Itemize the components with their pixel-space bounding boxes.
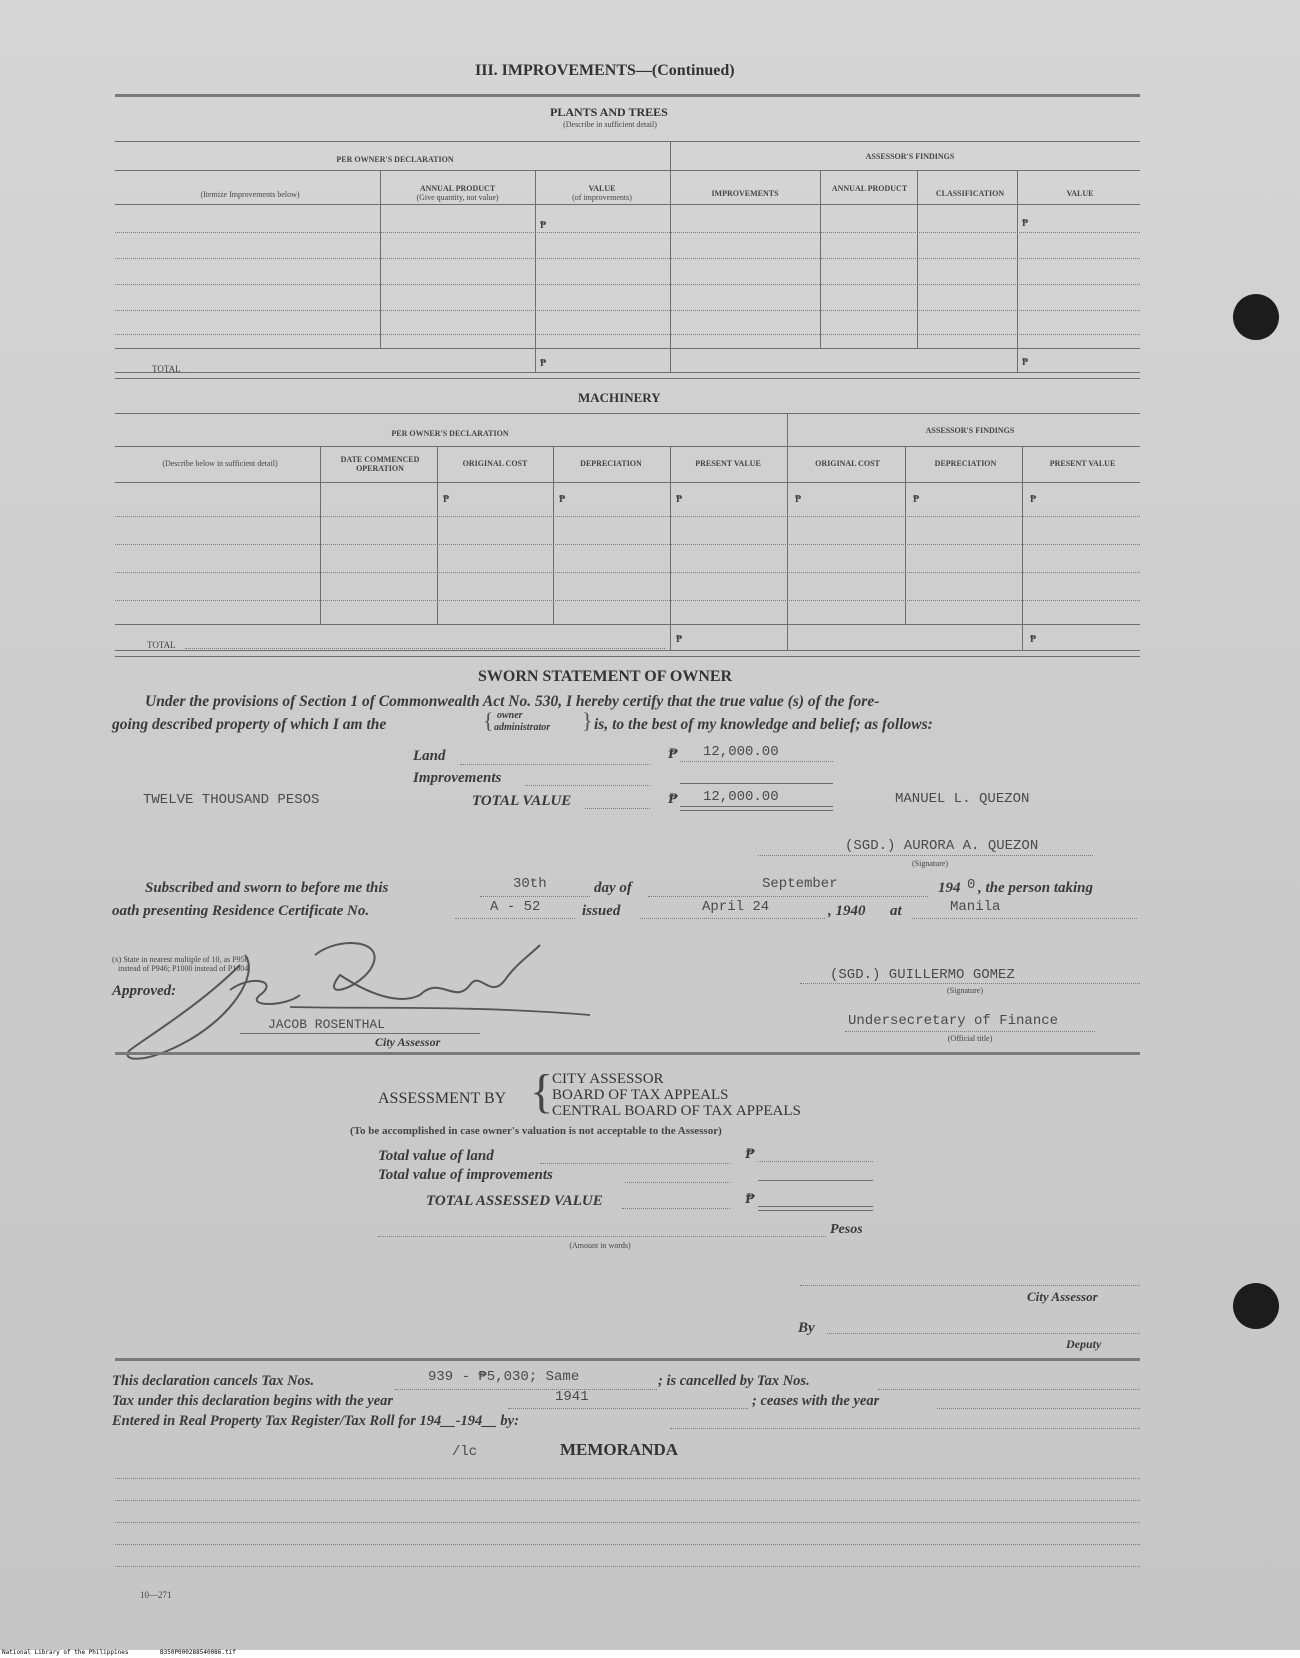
plants-col-a-value: VALUE [1066, 189, 1094, 198]
punch-hole-bottom [1233, 1283, 1279, 1329]
plants-col-value-sub: (of improvements) [572, 193, 632, 202]
sworn-line2b: is, to the best of my knowledge and belief; as follows: [594, 716, 933, 733]
form-number: 10—271 [140, 1590, 172, 1600]
deputy-label: Deputy [1066, 1337, 1102, 1351]
plants-col-a-annual: ANNUAL PRODUCT [831, 184, 908, 193]
total-assessed-leader [622, 1208, 730, 1209]
machinery-col-describe: (Describe below in sufficient detail) [162, 459, 278, 468]
plants-group-rule [115, 170, 1140, 171]
cancelled-by-label: ; is cancelled by Tax Nos. [658, 1373, 810, 1389]
assessment-option-central: CENTRAL BOARD OF TAX APPEALS [552, 1103, 801, 1119]
plants-col-divider [535, 170, 536, 372]
assessment-bottom-rule [115, 1358, 1140, 1361]
improvements-leader [525, 785, 650, 786]
total-assessed-label: TOTAL ASSESSED VALUE [426, 1193, 603, 1209]
plants-header-rule [115, 204, 1140, 205]
land-value-line [680, 761, 833, 762]
total-value-label: TOTAL VALUE [472, 793, 572, 809]
official-title: Undersecretary of Finance [848, 1013, 1059, 1029]
machinery-peso-sign: ₱ [1030, 494, 1037, 505]
plants-col-value: VALUE [588, 184, 616, 193]
plants-row [115, 334, 1140, 335]
memoranda-line [115, 1522, 1140, 1523]
memoranda-line [115, 1478, 1140, 1479]
assessed-improvements-label: Total value of improvements [378, 1167, 553, 1183]
machinery-col-divider [1022, 446, 1023, 650]
plants-total-label: TOTAL [152, 364, 181, 374]
total-value-line [680, 806, 833, 807]
machinery-col-a-dep: DEPRECIATION [934, 459, 997, 468]
total-value-leader [585, 808, 650, 809]
plants-bottom-rule [115, 378, 1140, 379]
plants-peso-sign: ₱ [540, 220, 547, 231]
approver-name: JACOB ROSENTHAL [268, 1017, 386, 1032]
total-assessed-peso: ₱ [745, 1191, 755, 1207]
plants-row [115, 310, 1140, 311]
owner-admin-brace-close: } [582, 708, 593, 733]
place-value: Manila [950, 899, 1001, 915]
plants-total-peso: ₱ [540, 358, 547, 369]
machinery-owner-group: PER OWNER'S DECLARATION [391, 429, 509, 438]
machinery-bottom-rule [115, 656, 1140, 657]
issued-label: issued [582, 903, 621, 919]
assessed-land-leader [540, 1163, 730, 1164]
ceases-line [937, 1408, 1140, 1409]
machinery-body-rule [115, 624, 1140, 625]
plants-col-annual: ANNUAL PRODUCT [419, 184, 496, 193]
machinery-col-a-orig: ORIGINAL COST [815, 459, 880, 468]
day-value: 30th [513, 876, 547, 892]
oath-label: oath presenting Residence Certificate No. [112, 903, 370, 919]
assessment-by-label: ASSESSMENT BY [378, 1090, 507, 1107]
day-line [480, 896, 590, 897]
approver-line [240, 1033, 480, 1034]
subscribed-label: Subscribed and sworn to before me this [145, 880, 389, 896]
land-label: Land [413, 748, 446, 764]
cancels-value: 939 - ₱5,030; Same [428, 1369, 580, 1385]
machinery-peso-sign: ₱ [913, 494, 920, 505]
amount-in-words: TWELVE THOUSAND PESOS [143, 792, 320, 808]
city-assessor-line [800, 1285, 1140, 1286]
machinery-peso-sign: ₱ [443, 494, 450, 505]
land-leader [460, 764, 650, 765]
memoranda-line [115, 1566, 1140, 1567]
machinery-col-divider [437, 446, 438, 624]
plants-row [115, 232, 1140, 233]
total-peso-sign: ₱ [668, 791, 678, 807]
initials: /lc [452, 1444, 478, 1460]
assessed-improvements-line [758, 1180, 873, 1181]
improvements-label: Improvements [413, 770, 502, 786]
plants-row [115, 284, 1140, 285]
memoranda-title: MEMORANDA [560, 1440, 679, 1459]
plants-col-annual-sub: (Give quantity, not value) [416, 193, 499, 202]
machinery-total-rule [115, 650, 1140, 651]
owner-signature-caption: (Signature) [912, 859, 948, 868]
machinery-col-date: DATE COMMENCED OPERATION [340, 455, 420, 473]
approved-label: Approved: [112, 983, 177, 999]
official-title-line [845, 1031, 1095, 1032]
city-assessor-label: City Assessor [1027, 1289, 1098, 1304]
improvements-value-line [680, 783, 833, 784]
plants-col-improvements: IMPROVEMENTS [711, 189, 779, 198]
plants-col-divider [1017, 170, 1018, 372]
plants-col-divider [820, 170, 821, 348]
entered-label: Entered in Real Property Tax Register/Tax Roll for 194__-194__ by: [112, 1413, 519, 1429]
owner-signature-line [758, 855, 1093, 856]
footnote-line1: (x) State in nearest multiple of 10, as P950 [112, 955, 249, 964]
machinery-row [115, 516, 1140, 517]
cert-no: A - 52 [490, 899, 541, 915]
sworn-bottom-rule [115, 1052, 1140, 1055]
heading-rule [115, 94, 1140, 97]
owner-signature: (SGD.) AURORA A. QUEZON [845, 838, 1039, 854]
official-signature: (SGD.) GUILLERMO GOMEZ [830, 967, 1015, 983]
entered-line [670, 1428, 1140, 1429]
plants-total-leader [190, 372, 530, 373]
machinery-total-label: TOTAL [147, 640, 176, 650]
plants-row [115, 258, 1140, 259]
plants-owner-group: PER OWNER'S DECLARATION [336, 155, 454, 164]
machinery-col-present: PRESENT VALUE [695, 459, 761, 468]
memoranda-line [115, 1500, 1140, 1501]
sworn-line2a: going described property of which I am the [112, 716, 387, 733]
amount-words-line [378, 1236, 826, 1237]
plants-col-items: (Itemize Improvements below) [200, 190, 300, 199]
machinery-col-divider [320, 446, 321, 624]
cancels-label: This declaration cancels Tax Nos. [112, 1373, 315, 1389]
machinery-col-orig: ORIGINAL COST [462, 459, 528, 468]
pesos-label: Pesos [830, 1222, 863, 1237]
cancels-line [395, 1389, 657, 1390]
machinery-col-divider [787, 413, 788, 650]
land-peso-sign: ₱ [668, 746, 678, 762]
cert-line [455, 918, 575, 919]
assessment-option-city: CITY ASSESSOR [552, 1071, 664, 1087]
total-assessed-line2 [758, 1210, 873, 1211]
deputy-line [827, 1333, 1140, 1334]
caption-library: National Library of the Philippines [2, 1649, 129, 1656]
official-signature-line [800, 983, 1140, 984]
plants-col-divider [917, 170, 918, 348]
place-line [912, 918, 1137, 919]
at-label: at [890, 903, 902, 919]
machinery-col-divider [905, 446, 906, 624]
plants-peso-sign: ₱ [1022, 218, 1029, 229]
assessed-land-line [758, 1161, 873, 1162]
plants-col-divider [380, 170, 381, 348]
machinery-col-divider [553, 446, 554, 624]
owner-name: MANUEL L. QUEZON [895, 791, 1030, 807]
machinery-col-a-present: PRESENT VALUE [1049, 459, 1116, 468]
year-value: 0 [967, 877, 976, 893]
plants-col-classification: CLASSIFICATION [935, 189, 1005, 198]
machinery-total-a-peso: ₱ [1030, 634, 1037, 645]
plants-body-rule [115, 348, 1140, 349]
machinery-row [115, 544, 1140, 545]
plants-total-a-peso: ₱ [1022, 357, 1029, 368]
approver-title: City Assessor [375, 1035, 441, 1049]
total-value: 12,000.00 [703, 789, 779, 805]
plants-col-divider [670, 141, 671, 372]
person-taking: , the person taking [978, 880, 1094, 896]
day-of-label: day of [594, 880, 632, 896]
machinery-col-dep: DEPRECIATION [580, 459, 642, 468]
plants-title: PLANTS AND TREES [550, 105, 668, 119]
assessed-improvements-leader [625, 1182, 730, 1183]
assessment-note: (To be accomplished in case owner's valuation is not acceptable to the Assessor) [350, 1125, 722, 1137]
total-value-line2 [680, 810, 833, 811]
official-title-caption: (Official title) [947, 1034, 993, 1043]
machinery-header-rule [115, 482, 1140, 483]
month-value: September [762, 876, 838, 892]
caption-strip [0, 1650, 1300, 1658]
machinery-assessor-group: ASSESSOR'S FINDINGS [925, 426, 1015, 435]
assessed-land-label: Total value of land [378, 1148, 494, 1164]
caption-file: B350P000288540086.tif [160, 1649, 236, 1656]
assessment-brace: { [530, 1065, 554, 1118]
machinery-row [115, 572, 1140, 573]
sworn-line1: Under the provisions of Section 1 of Commonwealth Act No. 530, I hereby certify that the true value (s) of the fore- [145, 693, 880, 710]
machinery-total-peso: ₱ [676, 634, 683, 645]
ceases-label: ; ceases with the year [752, 1393, 880, 1409]
begins-value: 1941 [555, 1389, 589, 1405]
approver-signature [110, 935, 600, 1085]
assessment-option-board: BOARD OF TAX APPEALS [552, 1087, 729, 1103]
sworn-title: SWORN STATEMENT OF OWNER [478, 668, 733, 685]
assessed-land-peso: ₱ [745, 1146, 755, 1162]
year-prefix: 194 [938, 880, 961, 896]
machinery-row [115, 600, 1140, 601]
owner-admin-brace: { [483, 708, 494, 733]
machinery-peso-sign: ₱ [676, 494, 683, 505]
total-assessed-line [758, 1206, 873, 1207]
plants-top-rule [115, 141, 1140, 142]
footnote-line2: instead of P946; P1000 instead of P1004 [118, 964, 249, 973]
issued-line [640, 918, 825, 919]
begins-line [508, 1408, 748, 1409]
machinery-col-divider [670, 446, 671, 650]
issued-year-prefix: , 1940 [828, 903, 866, 919]
by-label: By [798, 1320, 815, 1336]
machinery-group-rule [115, 446, 1140, 447]
plants-assessor-group: ASSESSOR'S FINDINGS [865, 152, 955, 161]
month-line [648, 896, 928, 897]
machinery-peso-sign: ₱ [559, 494, 566, 505]
cancelled-by-line [878, 1389, 1140, 1390]
official-signature-caption: (Signature) [947, 986, 983, 995]
plants-subtitle: (Describe in sufficient detail) [563, 120, 657, 129]
owner-word: owner [497, 710, 523, 721]
machinery-total-leader [185, 648, 665, 649]
machinery-peso-sign: ₱ [795, 494, 802, 505]
memoranda-line [115, 1544, 1140, 1545]
begins-label: Tax under this declaration begins with the year [112, 1393, 394, 1409]
land-value: 12,000.00 [703, 744, 779, 760]
machinery-title: MACHINERY [578, 390, 661, 405]
punch-hole-top [1233, 294, 1279, 340]
machinery-top-rule [115, 413, 1140, 414]
amount-words-caption: (Amount in words) [569, 1241, 631, 1250]
improvements-heading: III. IMPROVEMENTS—(Continued) [475, 62, 735, 79]
issued-date: April 24 [702, 899, 770, 915]
admin-word: administrator [494, 722, 551, 733]
